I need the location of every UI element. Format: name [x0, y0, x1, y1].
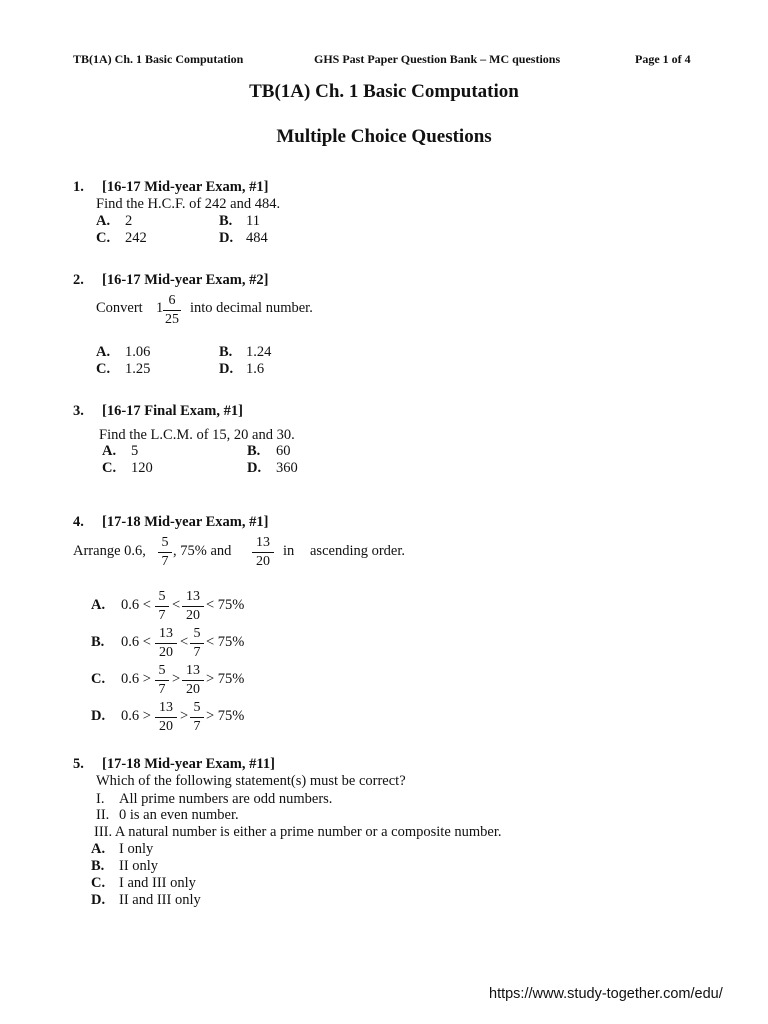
fraction: 13 20	[182, 663, 204, 698]
option-text: 60	[276, 443, 291, 459]
question-source: [16-17 Final Exam, #1]	[102, 403, 243, 419]
fraction: 5 7	[155, 589, 169, 624]
option-letter: C.	[96, 361, 111, 377]
option-text: 2	[125, 213, 133, 229]
option-letter: A.	[96, 344, 111, 360]
option-text: II and III only	[119, 892, 201, 908]
question-number: 1.	[73, 179, 84, 195]
fraction: 6 25	[165, 293, 179, 327]
option-text: 1.24	[246, 344, 272, 360]
option-letter: A.	[102, 443, 117, 459]
option-text: 1.25	[125, 361, 151, 377]
option-letter: C.	[102, 460, 117, 476]
mixed-number-whole: 1	[156, 300, 164, 316]
fraction: 13 20	[182, 589, 204, 624]
option-letter: A.	[96, 213, 111, 229]
statement-text: All prime numbers are odd numbers.	[119, 791, 333, 807]
fraction: 5 7	[190, 626, 204, 661]
fraction: 5 7	[190, 700, 204, 735]
question-number: 2.	[73, 272, 84, 288]
option-text: I and III only	[119, 875, 196, 891]
option-letter: C.	[96, 230, 111, 246]
question-source: [17-18 Mid-year Exam, #11]	[102, 756, 275, 772]
document-subtitle: Multiple Choice Questions	[276, 126, 492, 147]
question-source: [17-18 Mid-year Exam, #1]	[102, 514, 269, 530]
option-letter: D.	[219, 230, 234, 246]
option-text: 1.6	[246, 361, 265, 377]
question-text: Find the L.C.M. of 15, 20 and 30.	[99, 427, 295, 443]
option-text: 5	[131, 443, 139, 459]
fraction: 13 20	[155, 700, 177, 735]
option-letter: B.	[219, 344, 233, 360]
option-text: < 75%	[206, 597, 245, 613]
option-letter: C.	[91, 875, 106, 891]
header-page-number: Page 1 of 4	[635, 52, 691, 66]
question-number: 5.	[73, 756, 84, 772]
question-text: Arrange 0.6,	[73, 543, 146, 559]
question-text: ascending order.	[310, 543, 406, 559]
question-source: [16-17 Mid-year Exam, #1]	[102, 179, 269, 195]
footer-url[interactable]: https://www.study-together.com/edu/	[489, 986, 723, 1002]
question-source: [16-17 Mid-year Exam, #2]	[102, 272, 269, 288]
option-text: >	[180, 708, 189, 724]
option-letter: B.	[219, 213, 233, 229]
option-text: > 75%	[206, 708, 245, 724]
fraction: 13 20	[252, 535, 274, 570]
option-text: 0.6 <	[121, 634, 151, 650]
option-text: 0.6 >	[121, 708, 151, 724]
document-title: TB(1A) Ch. 1 Basic Computation	[249, 81, 519, 102]
fraction: 13 20	[155, 626, 177, 661]
option-letter: D.	[219, 361, 234, 377]
option-text: 0.6 >	[121, 671, 151, 687]
statement-text: 0 is an even number.	[119, 807, 239, 823]
question-text: Which of the following statement(s) must be correct?	[96, 773, 406, 789]
option-letter: C.	[91, 671, 106, 687]
statement-text: III. A natural number is either a prime number or a composite number.	[94, 824, 502, 840]
option-letter: D.	[91, 892, 106, 908]
option-letter: A.	[91, 841, 106, 857]
header-left: TB(1A) Ch. 1 Basic Computation	[73, 52, 244, 66]
header-center: GHS Past Paper Question Bank – MC questions	[314, 52, 561, 66]
option-letter: D.	[247, 460, 262, 476]
option-text: 1.06	[125, 344, 151, 360]
fraction: 5 7	[158, 535, 172, 570]
option-text: 484	[246, 230, 268, 246]
option-text: I only	[119, 841, 154, 857]
option-letter: D.	[91, 708, 106, 724]
option-letter: A.	[91, 597, 106, 613]
question-text: into decimal number.	[190, 300, 313, 316]
option-text: II only	[119, 858, 159, 874]
option-text: 242	[125, 230, 147, 246]
option-text: 120	[131, 460, 153, 476]
option-text: <	[172, 597, 181, 613]
question-text: in	[283, 543, 295, 559]
option-letter: B.	[91, 634, 105, 650]
statement-label: II.	[96, 807, 110, 823]
option-text: > 75%	[206, 671, 245, 687]
question-text: Find the H.C.F. of 242 and 484.	[96, 196, 281, 212]
option-text: 360	[276, 460, 298, 476]
question-text: , 75% and	[173, 543, 232, 559]
statement-label: I.	[96, 791, 105, 807]
fraction: 5 7	[155, 663, 169, 698]
option-text: >	[172, 671, 181, 687]
option-text: 0.6 <	[121, 597, 151, 613]
option-letter: B.	[247, 443, 261, 459]
question-text: Convert	[96, 300, 143, 316]
option-letter: B.	[91, 858, 105, 874]
option-text: 11	[246, 213, 260, 229]
option-text: <	[180, 634, 189, 650]
question-number: 4.	[73, 514, 84, 530]
option-text: < 75%	[206, 634, 245, 650]
question-number: 3.	[73, 403, 84, 419]
